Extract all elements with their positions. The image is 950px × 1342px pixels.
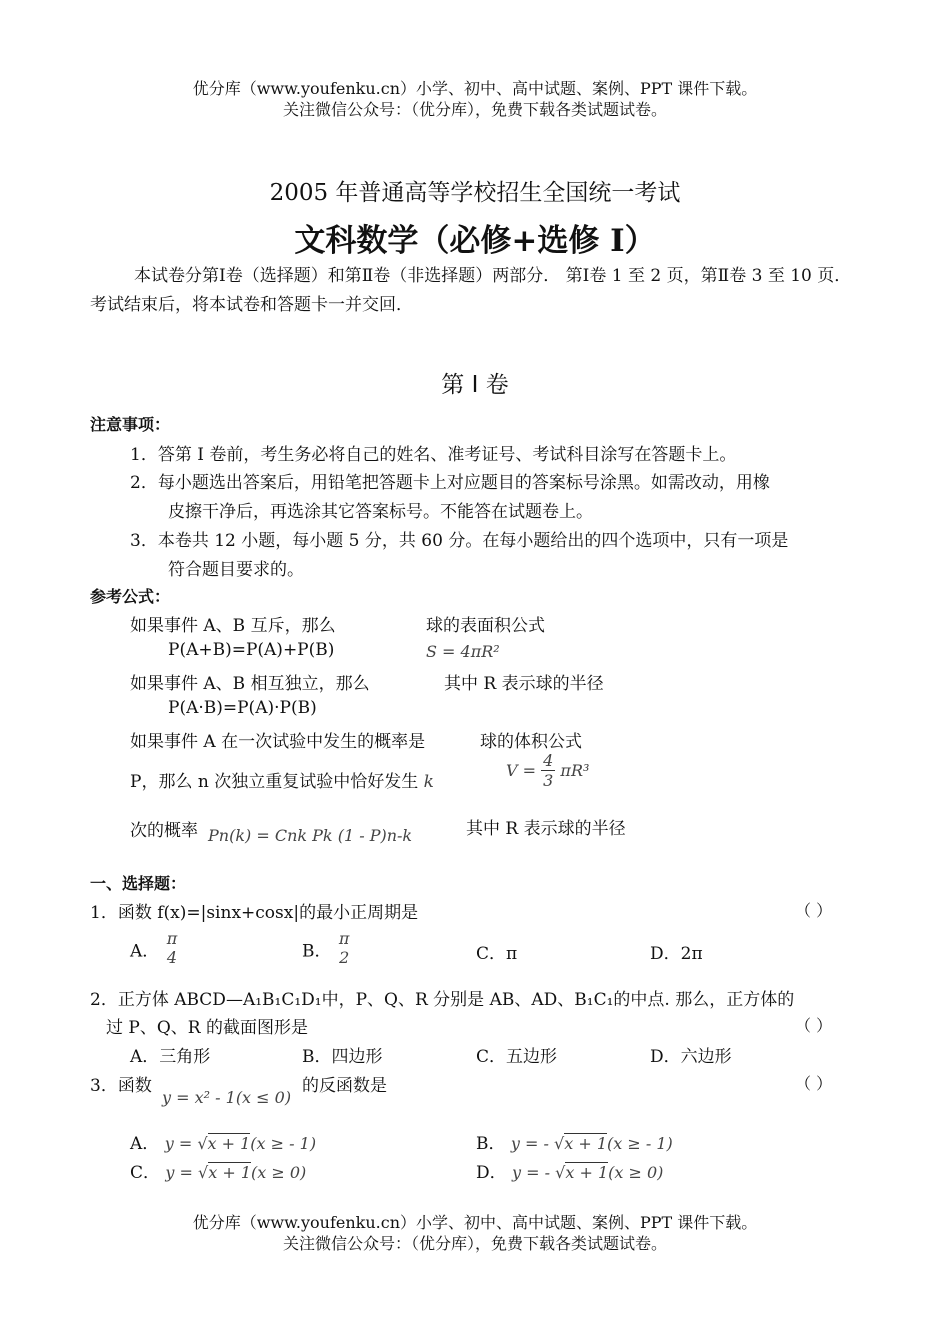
option-text: 三角形	[159, 1047, 211, 1067]
option-label: A．	[130, 941, 160, 962]
option	[130, 930, 179, 968]
expr-post: (x ≥ - 1)	[607, 1134, 673, 1153]
question-stem-tail: 的反函数是	[302, 1076, 387, 1096]
expr-post: (x ≥ 0)	[251, 1163, 307, 1182]
option	[302, 930, 351, 968]
volume-fraction	[541, 752, 555, 791]
option-expr	[511, 1133, 673, 1153]
option	[650, 939, 703, 964]
option-fraction	[165, 930, 180, 968]
expr-pre: y =	[165, 1163, 193, 1182]
section-heading: 一、选择题：	[90, 874, 187, 893]
option-text: π	[506, 944, 518, 964]
option-text: 六边形	[680, 1047, 732, 1067]
volume-num: 4	[543, 751, 554, 770]
formula-text	[130, 767, 434, 792]
note-item: 1．答第 I 卷前，考生务必将自己的姓名、准考证号、考试科目涂写在答题卡上。	[130, 445, 737, 465]
formula-text: 次的概率	[130, 821, 198, 841]
formulas-heading: 参考公式：	[90, 587, 171, 606]
option-text: 五边形	[506, 1047, 558, 1067]
option-label: A．	[130, 1134, 160, 1154]
option-expr	[165, 1162, 306, 1182]
note-item: 符合题目要求的。	[168, 560, 304, 580]
option	[476, 1042, 557, 1067]
binomial-formula: Pn(k) = Cnk Pk (1 - P)n-k	[208, 826, 413, 845]
formula-text: P(A+B)=P(A)+P(B)	[168, 640, 335, 660]
expr-radicand: x + 1	[564, 1134, 608, 1153]
volume-heading: 第 I 卷	[441, 372, 509, 398]
option-label: B．	[302, 1047, 332, 1067]
option-expr	[512, 1162, 663, 1182]
option-label: D．	[476, 1163, 507, 1183]
answer-blank[interactable]: （ ）	[795, 1074, 833, 1093]
option	[130, 1129, 316, 1154]
page-header-line1: 优分库（www.youfenku.cn）小学、初中、高中试题、案例、PPT 课件下载。	[192, 79, 758, 98]
expr-radicand: x + 1	[207, 1134, 251, 1153]
option-label: B．	[302, 941, 332, 962]
page-footer-line2: 关注微信公众号：（优分库），免费下载各类试题试卷。	[282, 1234, 667, 1253]
page-header-line2: 关注微信公众号：（优分库），免费下载各类试题试卷。	[282, 100, 667, 119]
notes-heading: 注意事项：	[90, 415, 171, 434]
formula-text: 其中 R 表示球的半径	[444, 674, 604, 694]
option-text: 2π	[680, 944, 703, 964]
option-label: D．	[650, 1047, 681, 1067]
volume-rhs: πR³	[560, 761, 590, 780]
sphere-area-formula: S = 4πR²	[426, 642, 500, 661]
formula-text: 其中 R 表示球的半径	[466, 819, 626, 839]
option-label: D．	[650, 944, 681, 964]
option	[476, 1158, 663, 1183]
question-stem: 3．函数	[90, 1076, 152, 1096]
note-item: 2．每小题选出答案后，用铅笔把答题卡上对应题目的答案标号涂黑。如需改动，用橡	[130, 473, 770, 493]
option	[302, 1042, 383, 1067]
option-text: 四边形	[331, 1047, 383, 1067]
page-footer-line1: 优分库（www.youfenku.cn）小学、初中、高中试题、案例、PPT 课件下载。	[192, 1213, 758, 1232]
option-label: C．	[476, 1047, 507, 1067]
formula-k: k	[423, 772, 434, 792]
formula-text-body: P，那么 n 次独立重复试验中恰好发生	[130, 772, 419, 792]
function-expression: y = x² - 1(x ≤ 0)	[162, 1088, 292, 1107]
frac-num: π	[166, 929, 178, 948]
expr-radicand: x + 1	[565, 1163, 609, 1182]
question-stem: 2．正方体 ABCD—A₁B₁C₁D₁中，P、Q、R 分别是 AB、AD、B₁C₁的中点. 那么，正方体的	[90, 990, 795, 1010]
frac-den: 2	[339, 948, 350, 967]
option	[130, 1158, 306, 1183]
intro-paragraph: 本试卷分第Ⅰ卷（选择题）和第Ⅱ卷（非选择题）两部分． 第Ⅰ卷 1 至 2 页，第Ⅱ卷 3 至 10 页．考试结束后，将本试卷和答题卡一并交回．	[90, 266, 852, 315]
expr-radicand: x + 1	[208, 1163, 252, 1182]
formula-text: 球的表面积公式	[426, 616, 545, 636]
sphere-volume-formula	[506, 752, 589, 791]
frac-den: 4	[166, 948, 178, 967]
sqrt-icon: √	[555, 1163, 566, 1182]
option-label: C．	[130, 1163, 161, 1183]
answer-blank[interactable]: （ ）	[795, 1016, 833, 1035]
formula-text: 如果事件 A、B 互斥，那么	[130, 616, 336, 636]
option-label: A．	[130, 1047, 160, 1067]
sqrt-icon: √	[198, 1163, 209, 1182]
volume-den: 3	[543, 771, 554, 790]
expr-post: (x ≥ 0)	[608, 1163, 664, 1182]
option-label: B．	[476, 1134, 506, 1154]
formula-text: 球的体积公式	[480, 732, 582, 752]
option	[650, 1042, 732, 1067]
sqrt-icon: √	[554, 1134, 565, 1153]
frac-num: π	[338, 929, 350, 948]
option	[476, 939, 517, 964]
formula-text: P(A·B)=P(A)·P(B)	[168, 698, 317, 718]
sqrt-icon: √	[197, 1134, 208, 1153]
volume-lhs: V =	[506, 761, 537, 780]
option-expr	[165, 1133, 316, 1153]
expr-post: (x ≥ - 1)	[250, 1134, 317, 1153]
expr-pre: y = -	[512, 1163, 551, 1182]
question-stem: 1．函数 f(x)=|sinx+cosx|的最小正周期是	[90, 903, 419, 923]
formula-text: 如果事件 A 在一次试验中发生的概率是	[130, 732, 426, 752]
option-label: C．	[476, 944, 507, 964]
expr-pre: y =	[164, 1134, 193, 1153]
answer-blank[interactable]: （ ）	[795, 901, 833, 920]
option-fraction	[337, 930, 352, 968]
formula-text: 如果事件 A、B 相互独立，那么	[130, 674, 370, 694]
exam-subject-title: 文科数学（必修+选修 I）	[294, 223, 656, 259]
note-item: 皮擦干净后，再选涂其它答案标号。不能答在试题卷上。	[168, 502, 593, 522]
expr-pre: y = -	[510, 1134, 549, 1153]
question-stem-cont: 过 P、Q、R 的截面图形是	[106, 1018, 308, 1038]
exam-title: 2005 年普通高等学校招生全国统一考试	[269, 180, 681, 206]
option	[476, 1129, 673, 1154]
note-item: 3．本卷共 12 小题，每小题 5 分，共 60 分。在每小题给出的四个选项中，只有一项是	[130, 531, 789, 551]
option	[130, 1042, 210, 1067]
